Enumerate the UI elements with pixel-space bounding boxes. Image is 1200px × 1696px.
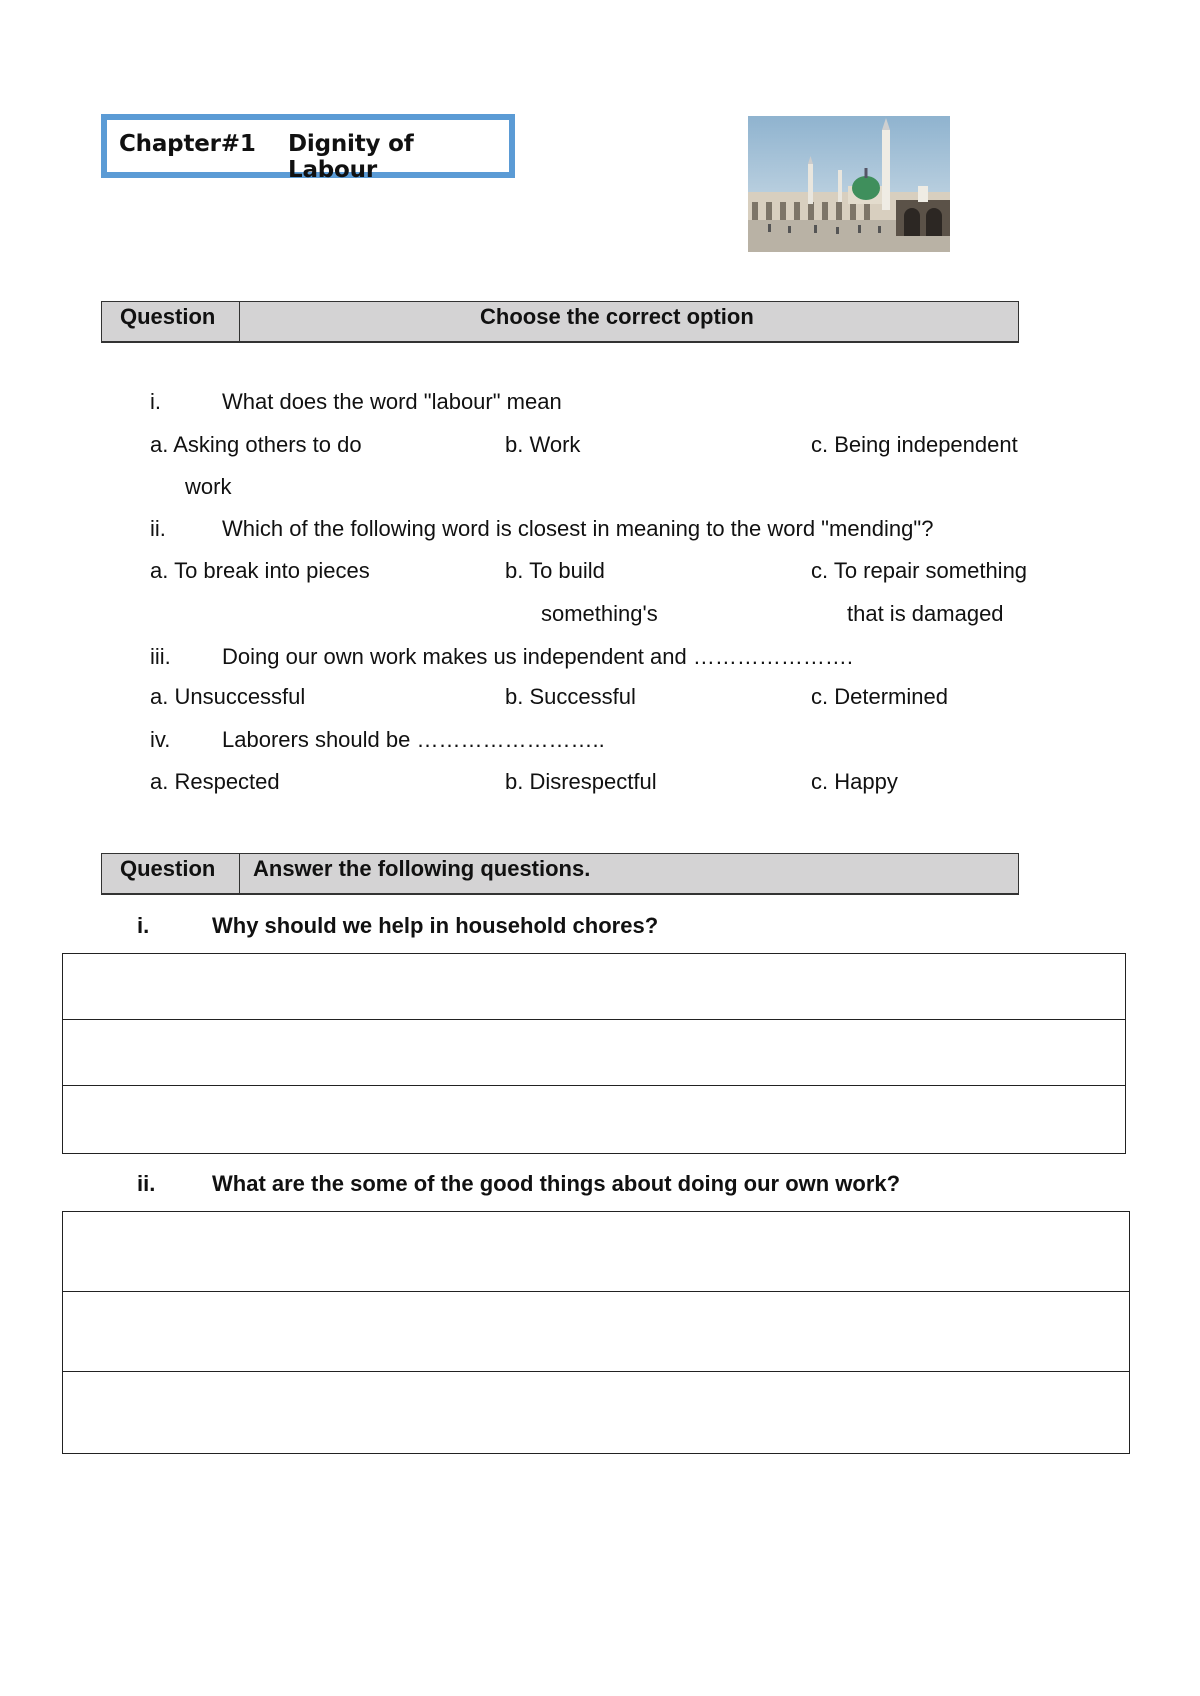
q1-option-a-cont: work (185, 474, 232, 499)
section2-header-instruction: Answer the following questions. (253, 856, 591, 881)
q4-option-c: c. Happy (811, 769, 898, 794)
s2-q1-answer-box[interactable] (62, 953, 1126, 1154)
answer-line[interactable] (63, 1292, 1129, 1372)
s2-q1-number: i. (137, 913, 150, 938)
q4-number: iv. (150, 727, 171, 752)
q1-number: i. (150, 389, 161, 414)
q3-text: Doing our own work makes us independent and …………………. (222, 644, 853, 669)
s2-q1-text: Why should we help in household chores? (212, 913, 659, 938)
section1-header-question: Question (102, 302, 240, 341)
s2-q2-answer-box[interactable] (62, 1211, 1130, 1454)
q2-option-c-cont: that is damaged (847, 601, 1004, 626)
answer-line[interactable] (63, 1372, 1129, 1452)
chapter-number: Chapter#1 (119, 131, 256, 157)
q2-number: ii. (150, 516, 166, 541)
q4-text: Laborers should be …………………….. (222, 727, 605, 752)
s2-q2-text: What are the some of the good things about doing our own work? (212, 1171, 901, 1196)
q1-option-c: c. Being independent (811, 432, 1018, 457)
section2-header-question: Question (102, 854, 240, 893)
q1-option-b: b. Work (505, 432, 581, 457)
q3-option-b: b. Successful (505, 684, 636, 709)
q3-option-a: a. Unsuccessful (150, 684, 306, 709)
chapter-name: Dignity of Labour (288, 131, 414, 183)
q2-text: Which of the following word is closest in meaning to the word "mending"? (222, 516, 934, 541)
section2-header (101, 853, 1019, 895)
q2-option-b: b. To build (505, 558, 605, 583)
answer-line[interactable] (63, 1086, 1125, 1152)
q3-number: iii. (150, 644, 171, 669)
section1-header (101, 301, 1019, 343)
mosque-photo-icon (748, 116, 950, 252)
chapter-title-box (101, 114, 515, 183)
q4-option-a: a. Respected (150, 769, 280, 794)
q1-option-a: a. Asking others to do (150, 432, 362, 457)
q2-option-a: a. To break into pieces (150, 558, 370, 583)
q4-option-b: b. Disrespectful (505, 769, 657, 794)
s2-q2-number: ii. (137, 1171, 156, 1196)
answer-line[interactable] (63, 1020, 1125, 1086)
q3-option-c: c. Determined (811, 684, 948, 709)
section1-header-instruction: Choose the correct option (480, 304, 754, 329)
q2-option-c: c. To repair something (811, 558, 1028, 583)
answer-line[interactable] (63, 954, 1125, 1020)
q2-option-b-cont: something's (541, 601, 658, 626)
q1-text: What does the word "labour" mean (222, 389, 562, 414)
answer-line[interactable] (63, 1212, 1129, 1292)
